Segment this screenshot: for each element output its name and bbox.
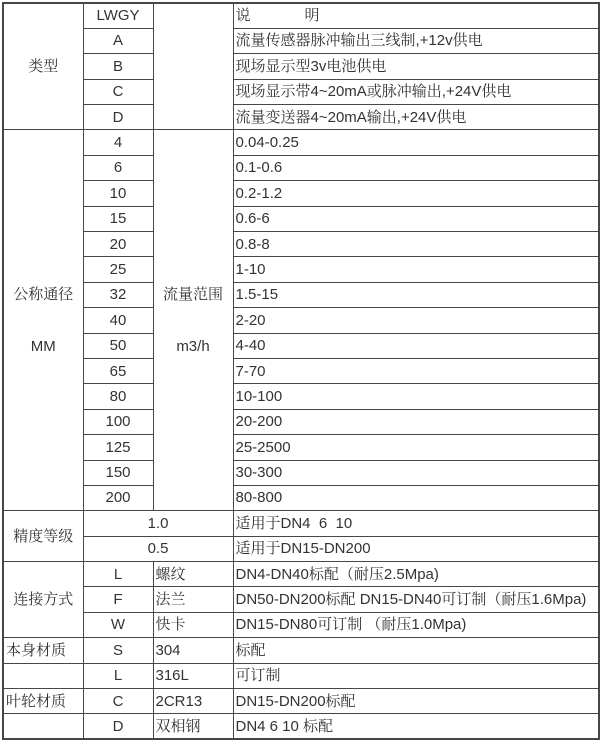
diameter-row <box>3 130 599 155</box>
flow-range-label-cell <box>153 130 233 511</box>
material-code-cell: S <box>83 638 153 663</box>
flow-range-cell: 0.2-1.2 <box>233 181 599 206</box>
type-row <box>3 54 599 79</box>
dn-cell: 40 <box>83 308 153 333</box>
dn-cell: 200 <box>83 485 153 510</box>
type-code-cell: B <box>83 54 153 79</box>
flow-range-cell: 80-800 <box>233 485 599 510</box>
dn-cell: 10 <box>83 181 153 206</box>
material-empty-label-cell <box>3 714 83 739</box>
type-code-cell: A <box>83 28 153 53</box>
connection-desc-cell: DN4-DN40标配（耐压2.5Mpa) <box>233 562 599 587</box>
dn-cell: 125 <box>83 435 153 460</box>
diameter-row <box>3 155 599 180</box>
diameter-row <box>3 384 599 409</box>
material-name-cell: 316L <box>153 663 233 688</box>
flow-range-cell: 2-20 <box>233 308 599 333</box>
dn-cell: 15 <box>83 206 153 231</box>
dn-cell: 150 <box>83 460 153 485</box>
flow-range-cell: 1.5-15 <box>233 282 599 307</box>
material-row <box>3 714 599 739</box>
flow-range-label-line2: m3/h <box>176 337 210 355</box>
type-desc-cell: 现场显示带4~20mA或脉冲输出,+24V供电 <box>233 79 599 104</box>
diameter-label-line2: MM <box>30 337 56 355</box>
diameter-row <box>3 257 599 282</box>
dn-cell: 4 <box>83 130 153 155</box>
material-row <box>3 689 599 714</box>
description-header-cell <box>233 3 599 28</box>
type-code-cell: C <box>83 79 153 104</box>
connection-name-cell: 法兰 <box>153 587 233 612</box>
dn-cell: 100 <box>83 409 153 434</box>
accuracy-section-label: 精度等级 <box>3 511 83 562</box>
connection-code-cell: F <box>83 587 153 612</box>
body-material-section-label: 本身材质 <box>3 638 83 663</box>
diameter-row <box>3 485 599 510</box>
dn-cell: 20 <box>83 232 153 257</box>
diameter-row <box>3 308 599 333</box>
connection-code-cell: W <box>83 612 153 637</box>
connection-name-cell: 螺纹 <box>153 562 233 587</box>
flow-range-cell: 0.8-8 <box>233 232 599 257</box>
diameter-row <box>3 206 599 231</box>
connection-desc-cell: DN15-DN80可订制 （耐压1.0Mpa) <box>233 612 599 637</box>
type-desc-cell: 流量变送器4~20mA输出,+24V供电 <box>233 105 599 130</box>
material-name-cell: 2CR13 <box>153 689 233 714</box>
description-header-left: 说 <box>235 7 251 25</box>
diameter-label-line1: 公称通径 <box>13 285 74 303</box>
material-row <box>3 638 599 663</box>
flow-range-cell: 30-300 <box>233 460 599 485</box>
flow-range-cell: 10-100 <box>233 384 599 409</box>
diameter-section-label <box>3 130 83 511</box>
type-desc-cell: 流量传感器脉冲输出三线制,+12v供电 <box>233 28 599 53</box>
flow-range-cell: 0.1-0.6 <box>233 155 599 180</box>
connection-desc-cell: DN50-DN200标配 DN15-DN40可订制（耐压1.6Mpa) <box>233 587 599 612</box>
material-desc-cell: 可订制 <box>233 663 599 688</box>
type-desc-cell: 现场显示型3v电池供电 <box>233 54 599 79</box>
material-desc-cell: DN4 6 10 标配 <box>233 714 599 739</box>
flow-range-cell: 0.04-0.25 <box>233 130 599 155</box>
connection-code-cell: L <box>83 562 153 587</box>
dn-cell: 32 <box>83 282 153 307</box>
dn-cell: 80 <box>83 384 153 409</box>
material-code-cell: C <box>83 689 153 714</box>
diameter-row <box>3 358 599 383</box>
model-header-cell: LWGY <box>83 3 153 28</box>
spec-table <box>2 2 600 740</box>
accuracy-row <box>3 536 599 561</box>
connection-row <box>3 562 599 587</box>
diameter-row <box>3 232 599 257</box>
dn-cell: 50 <box>83 333 153 358</box>
connection-row <box>3 612 599 637</box>
flow-range-cell: 20-200 <box>233 409 599 434</box>
type-row <box>3 105 599 130</box>
type-row <box>3 79 599 104</box>
diameter-row <box>3 282 599 307</box>
material-desc-cell: 标配 <box>233 638 599 663</box>
connection-section-label: 连接方式 <box>3 562 83 638</box>
type-section-label: 类型 <box>3 3 83 130</box>
material-name-cell: 304 <box>153 638 233 663</box>
flow-range-label-line1: 流量范围 <box>162 285 223 303</box>
spacer-cell <box>153 3 233 130</box>
flow-range-cell: 25-2500 <box>233 435 599 460</box>
material-name-cell: 双相钢 <box>153 714 233 739</box>
flow-range-cell: 0.6-6 <box>233 206 599 231</box>
flow-range-cell: 1-10 <box>233 257 599 282</box>
header-row <box>3 3 599 28</box>
accuracy-grade-cell: 0.5 <box>83 536 233 561</box>
accuracy-desc-cell: 适用于DN4 6 10 <box>233 511 599 536</box>
accuracy-grade-cell: 1.0 <box>83 511 233 536</box>
dn-cell: 65 <box>83 358 153 383</box>
diameter-row <box>3 181 599 206</box>
material-code-cell: L <box>83 663 153 688</box>
material-code-cell: D <box>83 714 153 739</box>
impeller-material-section-label: 叶轮材质 <box>3 689 83 714</box>
diameter-row <box>3 409 599 434</box>
flow-range-cell: 7-70 <box>233 358 599 383</box>
dn-cell: 6 <box>83 155 153 180</box>
flow-range-cell: 4-40 <box>233 333 599 358</box>
dn-cell: 25 <box>83 257 153 282</box>
connection-name-cell: 快卡 <box>153 612 233 637</box>
description-header-right: 明 <box>304 7 320 25</box>
diameter-row <box>3 435 599 460</box>
material-row <box>3 663 599 688</box>
accuracy-row <box>3 511 599 536</box>
diameter-row <box>3 333 599 358</box>
type-code-cell: D <box>83 105 153 130</box>
diameter-row <box>3 460 599 485</box>
type-row <box>3 28 599 53</box>
accuracy-desc-cell: 适用于DN15-DN200 <box>233 536 599 561</box>
material-desc-cell: DN15-DN200标配 <box>233 689 599 714</box>
material-empty-label-cell <box>3 663 83 688</box>
connection-row <box>3 587 599 612</box>
